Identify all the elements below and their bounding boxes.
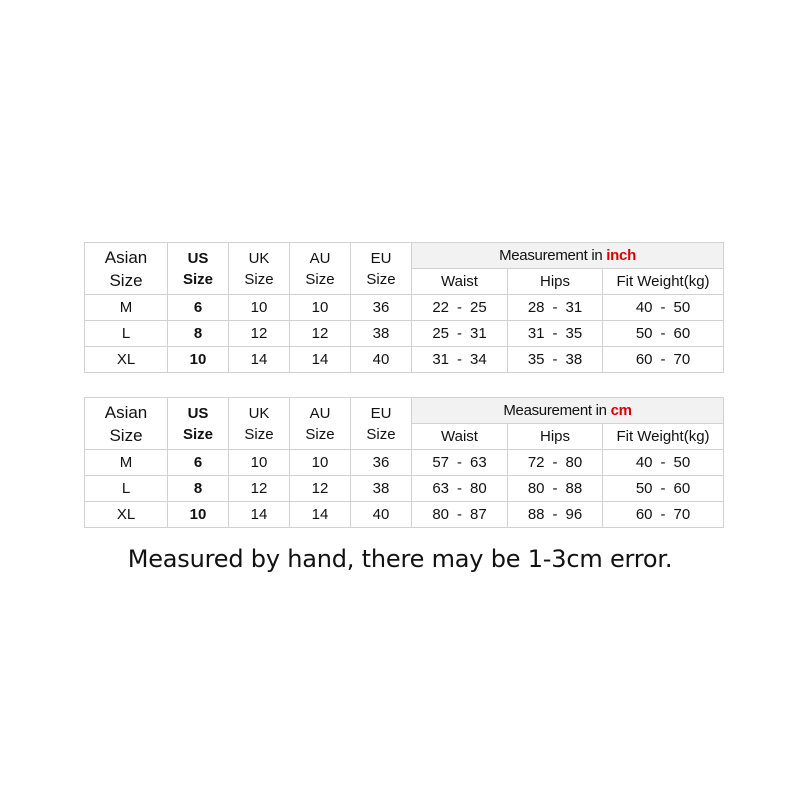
eu-size-cell: 38 (351, 476, 412, 502)
unit-label: cm (610, 401, 632, 419)
fit-weight-cell: 60 - 70 (603, 347, 724, 373)
waist-cell: 22 - 25 (412, 295, 508, 321)
measurement-header: Measurement in inch (412, 243, 724, 269)
asian-size-cell: XL (85, 347, 168, 373)
au-size-cell: 12 (290, 476, 351, 502)
us-size-header: US Size (168, 398, 229, 450)
unit-label: inch (606, 246, 636, 264)
fit-weight-cell: 40 - 50 (603, 295, 724, 321)
uk-size-cell: 10 (229, 295, 290, 321)
eu-size-header: EU Size (351, 243, 412, 295)
table-row (85, 321, 724, 347)
table-row (85, 295, 724, 321)
size-table-cm (84, 397, 724, 528)
asian-size-cell: XL (85, 502, 168, 528)
hips-cell: 88 - 96 (508, 502, 603, 528)
au-size-cell: 14 (290, 502, 351, 528)
uk-size-cell: 14 (229, 502, 290, 528)
fit-weight-cell: 50 - 60 (603, 321, 724, 347)
waist-cell: 63 - 80 (412, 476, 508, 502)
au-size-cell: 12 (290, 321, 351, 347)
measurement-note: Measured by hand, there may be 1-3cm error. (127, 545, 673, 573)
waist-header: Waist (412, 424, 508, 450)
table-row (85, 450, 724, 476)
us-size-cell: 6 (168, 450, 229, 476)
us-size-cell: 10 (168, 347, 229, 373)
au-size-header: AU Size (290, 243, 351, 295)
hips-header: Hips (508, 424, 603, 450)
eu-size-cell: 36 (351, 295, 412, 321)
us-size-cell: 8 (168, 321, 229, 347)
fit-weight-cell: 60 - 70 (603, 502, 724, 528)
eu-size-cell: 36 (351, 450, 412, 476)
asian-size-header: Asian Size (85, 398, 168, 450)
table-row (85, 502, 724, 528)
asian-size-cell: L (85, 321, 168, 347)
uk-size-header: UK Size (229, 243, 290, 295)
hips-cell: 72 - 80 (508, 450, 603, 476)
us-size-header: US Size (168, 243, 229, 295)
eu-size-header: EU Size (351, 398, 412, 450)
eu-size-cell: 38 (351, 321, 412, 347)
eu-size-cell: 40 (351, 502, 412, 528)
us-size-cell: 6 (168, 295, 229, 321)
fit-weight-cell: 40 - 50 (603, 450, 724, 476)
waist-cell: 31 - 34 (412, 347, 508, 373)
au-size-cell: 10 (290, 450, 351, 476)
waist-cell: 80 - 87 (412, 502, 508, 528)
waist-header: Waist (412, 269, 508, 295)
hips-cell: 31 - 35 (508, 321, 603, 347)
fit-weight-cell: 50 - 60 (603, 476, 724, 502)
asian-size-cell: L (85, 476, 168, 502)
table-row (85, 347, 724, 373)
au-size-cell: 14 (290, 347, 351, 373)
waist-cell: 57 - 63 (412, 450, 508, 476)
fit-weight-header: Fit Weight(kg) (603, 269, 724, 295)
au-size-header: AU Size (290, 398, 351, 450)
uk-size-cell: 12 (229, 476, 290, 502)
hips-cell: 28 - 31 (508, 295, 603, 321)
hips-header: Hips (508, 269, 603, 295)
uk-size-cell: 12 (229, 321, 290, 347)
fit-weight-header: Fit Weight(kg) (603, 424, 724, 450)
asian-size-cell: M (85, 450, 168, 476)
table-row (85, 476, 724, 502)
hips-cell: 80 - 88 (508, 476, 603, 502)
uk-size-header: UK Size (229, 398, 290, 450)
us-size-cell: 8 (168, 476, 229, 502)
us-size-cell: 10 (168, 502, 229, 528)
eu-size-cell: 40 (351, 347, 412, 373)
size-table-inch (84, 242, 724, 373)
measurement-header: Measurement in cm (412, 398, 724, 424)
waist-cell: 25 - 31 (412, 321, 508, 347)
uk-size-cell: 14 (229, 347, 290, 373)
asian-size-header: Asian Size (85, 243, 168, 295)
asian-size-cell: M (85, 295, 168, 321)
au-size-cell: 10 (290, 295, 351, 321)
hips-cell: 35 - 38 (508, 347, 603, 373)
uk-size-cell: 10 (229, 450, 290, 476)
